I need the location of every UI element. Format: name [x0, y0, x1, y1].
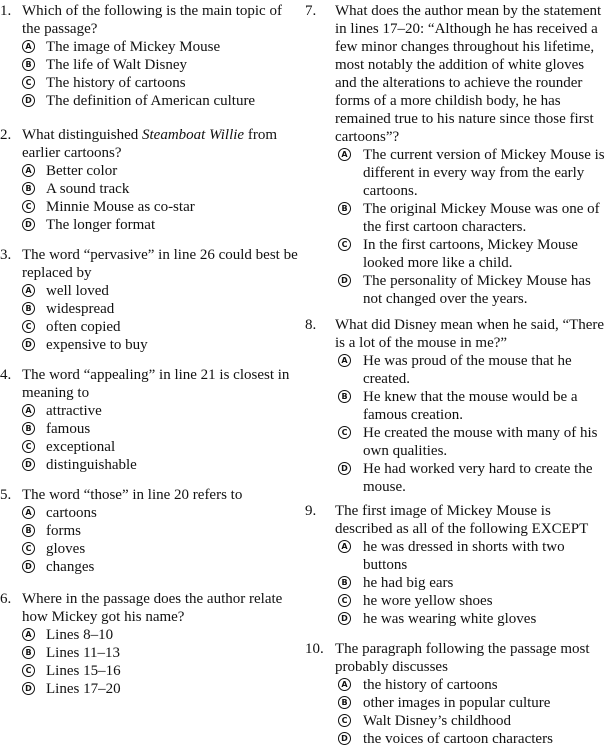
option-c[interactable]: C Walt Disney’s childhood — [305, 712, 605, 730]
option-c[interactable]: C often copied — [0, 318, 300, 336]
answer-options — [0, 282, 300, 354]
question-6 — [0, 590, 300, 698]
option-c[interactable]: C he wore yellow shoes — [305, 592, 605, 610]
option-letter-a-icon: A — [338, 354, 351, 367]
option-c[interactable]: C The history of cartoons — [0, 74, 300, 92]
question-number: 10. — [305, 641, 324, 657]
question-2 — [0, 126, 300, 234]
option-c[interactable]: C He created the mouse with many of his own qualities. — [305, 424, 605, 460]
option-b[interactable]: B famous — [0, 420, 300, 438]
question-number: 8. — [305, 317, 317, 333]
option-letter-b-icon: B — [22, 646, 35, 659]
question-stem: 2. What distinguished Steamboat Willie from earlier cartoons? — [0, 127, 277, 161]
option-letter-c-icon: C — [338, 594, 351, 607]
option-letter-c-icon: C — [338, 714, 351, 727]
question-number: 9. — [305, 503, 317, 519]
option-letter-a-icon: A — [22, 506, 35, 519]
question-number: 5. — [0, 487, 12, 503]
option-letter-d-icon: D — [338, 462, 351, 475]
option-letter-d-icon: D — [22, 560, 35, 573]
option-d[interactable]: D Lines 17–20 — [0, 680, 300, 698]
question-stem: 4. The word “appealing” in line 21 is closest in meaning to — [0, 367, 290, 401]
option-letter-c-icon: C — [22, 664, 35, 677]
option-a[interactable]: A cartoons — [0, 504, 300, 522]
option-letter-d-icon: D — [22, 458, 35, 471]
option-letter-a-icon: A — [22, 404, 35, 417]
option-letter-b-icon: B — [338, 390, 351, 403]
question-4 — [0, 366, 300, 474]
option-letter-c-icon: C — [22, 542, 35, 555]
question-3 — [0, 246, 300, 354]
question-stem: 10. The paragraph following the passage most probably discusses — [305, 641, 590, 675]
option-d[interactable]: D He had worked very hard to create the mouse. — [305, 460, 605, 496]
option-letter-d-icon: D — [22, 94, 35, 107]
option-d[interactable]: D The longer format — [0, 216, 300, 234]
option-c[interactable]: C exceptional — [0, 438, 300, 456]
option-letter-b-icon: B — [22, 182, 35, 195]
option-letter-d-icon: D — [338, 732, 351, 745]
option-b[interactable]: B forms — [0, 522, 300, 540]
option-b[interactable]: B widespread — [0, 300, 300, 318]
option-b[interactable]: B he had big ears — [305, 574, 605, 592]
option-d[interactable]: D expensive to buy — [0, 336, 300, 354]
option-letter-c-icon: C — [22, 320, 35, 333]
answer-options — [0, 626, 300, 698]
option-letter-d-icon: D — [22, 682, 35, 695]
option-letter-c-icon: C — [22, 76, 35, 89]
answer-options — [0, 38, 300, 110]
option-a[interactable]: A Better color — [0, 162, 300, 180]
question-number: 7. — [305, 3, 317, 19]
question-stem: 3. The word “pervasive” in line 26 could best be replaced by — [0, 247, 298, 281]
option-a[interactable]: A the history of cartoons — [305, 676, 605, 694]
answer-options — [0, 504, 300, 576]
option-c[interactable]: C Minnie Mouse as co-star — [0, 198, 300, 216]
option-letter-a-icon: A — [22, 40, 35, 53]
option-c[interactable]: C In the first cartoons, Mickey Mouse looked more like a child. — [305, 236, 605, 272]
film-title: Steamboat Willie — [142, 127, 245, 143]
option-letter-a-icon: A — [338, 148, 351, 161]
answer-options — [0, 162, 300, 234]
option-letter-b-icon: B — [338, 696, 351, 709]
question-stem: 5. The word “those” in line 20 refers to — [0, 487, 243, 503]
option-a[interactable]: A he was dressed in shorts with two buttons — [305, 538, 605, 574]
question-stem: 1. Which of the following is the main topic of the passage? — [0, 3, 282, 37]
answer-options — [0, 402, 300, 474]
option-letter-c-icon: C — [22, 200, 35, 213]
question-number: 2. — [0, 127, 12, 143]
option-letter-d-icon: D — [22, 338, 35, 351]
question-1 — [0, 2, 300, 110]
option-letter-b-icon: B — [22, 524, 35, 537]
option-letter-d-icon: D — [338, 612, 351, 625]
answer-options — [305, 538, 605, 628]
option-b[interactable]: B The original Mickey Mouse was one of the first cartoon characters. — [305, 200, 605, 236]
option-c[interactable]: C gloves — [0, 540, 300, 558]
option-letter-b-icon: B — [22, 422, 35, 435]
answer-options — [305, 352, 605, 496]
option-letter-a-icon: A — [22, 284, 35, 297]
option-d[interactable]: D changes — [0, 558, 300, 576]
option-b[interactable]: B other images in popular culture — [305, 694, 605, 712]
answer-options — [305, 146, 605, 308]
option-letter-a-icon: A — [338, 678, 351, 691]
question-10 — [305, 640, 605, 748]
question-number: 6. — [0, 591, 12, 607]
option-letter-b-icon: B — [338, 202, 351, 215]
option-letter-c-icon: C — [338, 426, 351, 439]
question-stem: 6. Where in the passage does the author relate how Mickey got his name? — [0, 591, 283, 625]
option-letter-c-icon: C — [22, 440, 35, 453]
option-b[interactable]: B He knew that the mouse would be a famous creation. — [305, 388, 605, 424]
option-a[interactable]: A He was proud of the mouse that he created. — [305, 352, 605, 388]
option-d[interactable]: D distinguishable — [0, 456, 300, 474]
option-a[interactable]: A The image of Mickey Mouse — [0, 38, 300, 56]
question-number: 3. — [0, 247, 12, 263]
option-a[interactable]: A well loved — [0, 282, 300, 300]
option-d[interactable]: D he was wearing white gloves — [305, 610, 605, 628]
option-c[interactable]: C Lines 15–16 — [0, 662, 300, 680]
question-number: 4. — [0, 367, 12, 383]
option-letter-c-icon: C — [338, 238, 351, 251]
option-a[interactable]: A The current version of Mickey Mouse is different in every way from the early cartoons. — [305, 146, 605, 200]
option-letter-a-icon: A — [22, 164, 35, 177]
option-d[interactable]: D The definition of American culture — [0, 92, 300, 110]
option-d[interactable]: D the voices of cartoon characters — [305, 730, 605, 748]
option-d[interactable]: D The personality of Mickey Mouse has not changed over the years. — [305, 272, 605, 308]
option-b[interactable]: B Lines 11–13 — [0, 644, 300, 662]
option-a[interactable]: A Lines 8–10 — [0, 626, 300, 644]
question-7 — [305, 2, 605, 308]
option-b[interactable]: B A sound track — [0, 180, 300, 198]
option-letter-a-icon: A — [338, 540, 351, 553]
question-9 — [305, 502, 605, 628]
question-stem: 9. The first image of Mickey Mouse is described as all of the following EXCEPT — [305, 503, 589, 537]
option-letter-a-icon: A — [22, 628, 35, 641]
option-a[interactable]: A attractive — [0, 402, 300, 420]
option-letter-d-icon: D — [22, 218, 35, 231]
option-letter-b-icon: B — [22, 302, 35, 315]
option-letter-b-icon: B — [338, 576, 351, 589]
answer-options — [305, 676, 605, 748]
question-stem: 7. What does the author mean by the statement in lines 17–20: “Although he has received a few minor changes throughout his lifetime, most notably the addition of white gloves and the alterations to achieve the rounder forms of a more childish body, he has remained true to his nature since those first cartoons”? — [305, 3, 602, 145]
option-letter-d-icon: D — [338, 274, 351, 287]
option-b[interactable]: B The life of Walt Disney — [0, 56, 300, 74]
option-letter-b-icon: B — [22, 58, 35, 71]
question-stem: 8. What did Disney mean when he said, “There is a lot of the mouse in me?” — [305, 317, 605, 351]
question-5 — [0, 486, 300, 576]
question-number: 1. — [0, 3, 12, 19]
question-8 — [305, 316, 605, 496]
